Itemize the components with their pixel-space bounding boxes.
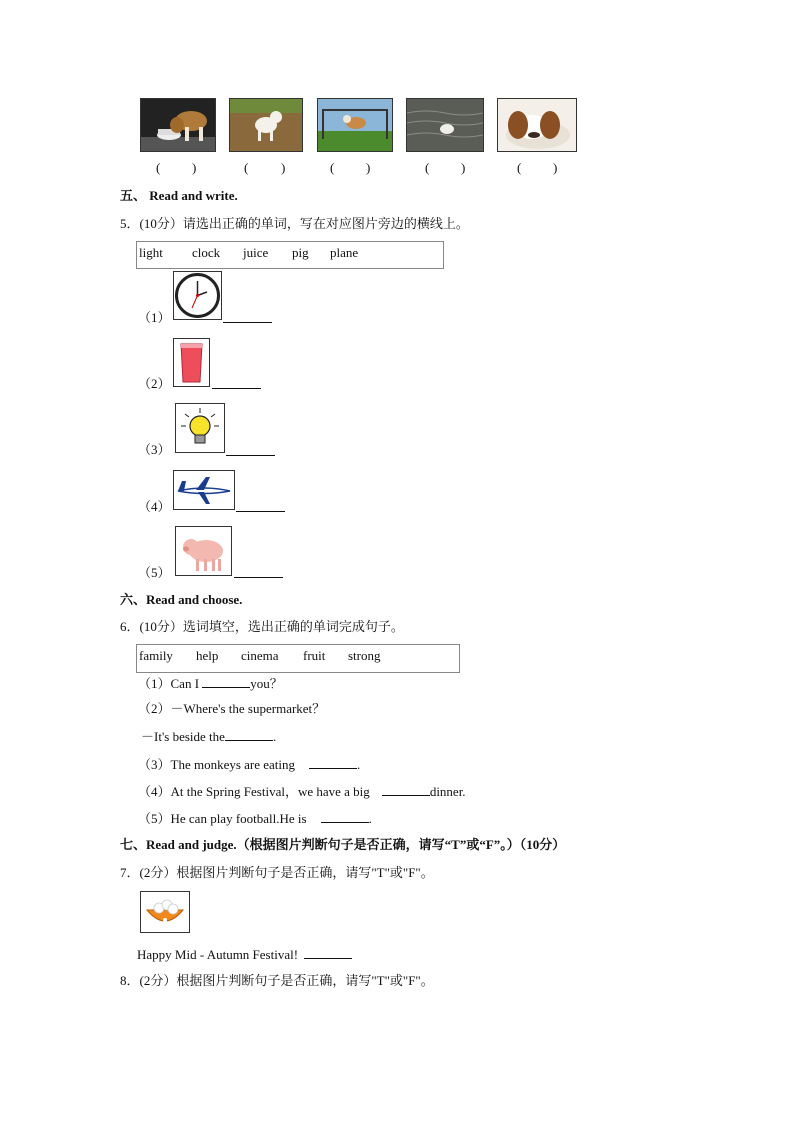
light-bulb-picture bbox=[175, 403, 225, 453]
item-number: （2） bbox=[138, 376, 171, 391]
question-8: 8．(2分）根据图片判断句子是否正确，请写"T"或"F"。 bbox=[120, 973, 434, 988]
question-6: 6．(10分）选词填空，选出正确的单词完成句子。 bbox=[120, 619, 404, 634]
clock-picture bbox=[173, 271, 222, 320]
answer-paren-open: ( bbox=[517, 160, 522, 175]
word-bank-5 bbox=[136, 241, 444, 269]
item-number: （4） bbox=[138, 499, 171, 514]
answer-blank[interactable] bbox=[304, 946, 352, 959]
answer-line[interactable] bbox=[212, 388, 261, 389]
sentence-5: （5）He can play football.He is . bbox=[138, 811, 372, 826]
answer-paren-close: ) bbox=[281, 160, 286, 175]
answer-paren-open: ( bbox=[156, 160, 161, 175]
word-option: strong bbox=[348, 648, 381, 663]
dog-running-picture bbox=[229, 98, 303, 152]
answer-line[interactable] bbox=[236, 511, 285, 512]
answer-paren-open: ( bbox=[425, 160, 430, 175]
answer-paren-close: ) bbox=[192, 160, 197, 175]
dog-swimming-picture bbox=[406, 98, 484, 152]
sentence-2: （2）－Where's the supermarket？ bbox=[138, 701, 326, 716]
sentence-2-answer: －It's beside the . bbox=[141, 729, 277, 744]
answer-line[interactable] bbox=[223, 322, 272, 323]
word-option: help bbox=[196, 648, 219, 663]
answer-paren-close: ) bbox=[461, 160, 466, 175]
sentence-1: （1）Can I you？ bbox=[138, 676, 283, 691]
juice-picture bbox=[173, 338, 210, 387]
answer-blank[interactable] bbox=[225, 728, 273, 741]
q7-sentence: Happy Mid - Autumn Festival! bbox=[137, 946, 352, 963]
plane-picture bbox=[173, 470, 235, 510]
answer-line[interactable] bbox=[226, 455, 275, 456]
word-option: light bbox=[139, 245, 163, 260]
answer-paren-open: ( bbox=[330, 160, 335, 175]
item-number: （5） bbox=[138, 565, 171, 580]
mooncake-bowl-picture bbox=[140, 891, 190, 933]
answer-blank[interactable] bbox=[202, 675, 250, 688]
answer-paren-open: ( bbox=[244, 160, 249, 175]
answer-blank[interactable] bbox=[309, 756, 357, 769]
answer-blank[interactable] bbox=[382, 783, 430, 796]
dog-sleeping-picture bbox=[497, 98, 577, 152]
word-option: family bbox=[139, 648, 173, 663]
section6-heading: 六、Read and choose. bbox=[120, 592, 243, 607]
word-option: fruit bbox=[303, 648, 326, 663]
question-5: 5．(10分）请选出正确的单词，写在对应图片旁边的横线上。 bbox=[120, 216, 469, 231]
sentence-3: （3）The monkeys are eating . bbox=[138, 757, 361, 772]
question-7: 7．(2分）根据图片判断句子是否正确，请写"T"或"F"。 bbox=[120, 865, 434, 880]
dog-eating-picture bbox=[140, 98, 216, 152]
item-number: （1） bbox=[138, 310, 171, 325]
section7-heading: 七、Read and judge.（根据图片判断句子是否正确，请写“T”或“F”。）（10分） bbox=[120, 837, 566, 852]
section5-heading: 五、 Read and write. bbox=[120, 188, 238, 203]
answer-blank[interactable] bbox=[321, 810, 369, 823]
dog-jumping-picture bbox=[317, 98, 393, 152]
answer-paren-close: ) bbox=[366, 160, 371, 175]
word-option: plane bbox=[330, 245, 359, 260]
word-option: clock bbox=[192, 245, 221, 260]
answer-paren-close: ) bbox=[553, 160, 558, 175]
word-bank-6 bbox=[136, 644, 460, 673]
word-option: cinema bbox=[241, 648, 279, 663]
pig-picture bbox=[175, 526, 232, 576]
answer-line[interactable] bbox=[234, 577, 283, 578]
word-option: juice bbox=[243, 245, 269, 260]
sentence-4: （4）At the Spring Festival，we have a big dinner. bbox=[138, 784, 466, 799]
word-option: pig bbox=[292, 245, 309, 260]
item-number: （3） bbox=[138, 442, 171, 457]
